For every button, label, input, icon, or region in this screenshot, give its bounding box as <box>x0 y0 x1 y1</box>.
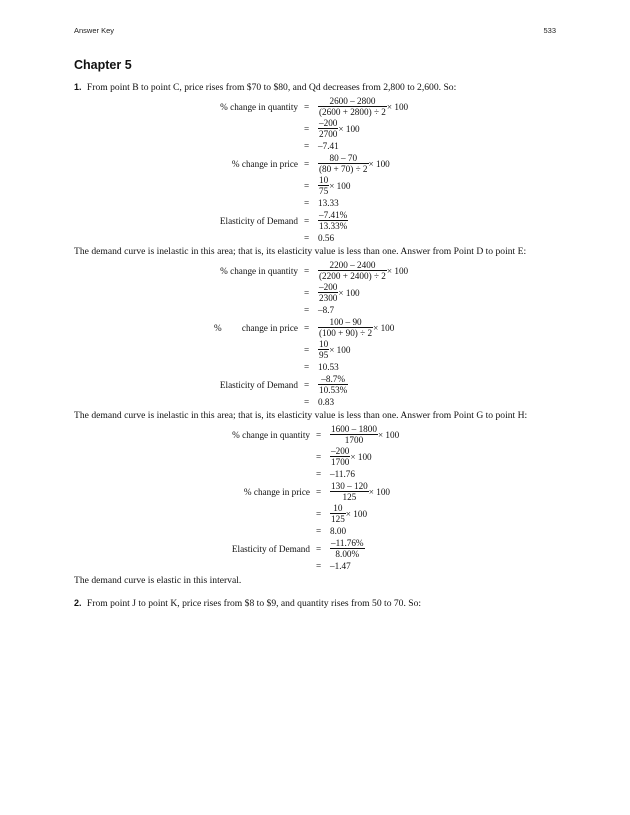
equals-sign: = <box>304 159 310 169</box>
eq-label: % change in price <box>243 487 310 497</box>
running-header: Answer Key <box>74 26 115 35</box>
equals-sign: = <box>304 380 310 390</box>
denominator: 13.33% <box>319 221 348 231</box>
denominator: 8.00% <box>335 549 360 559</box>
times-100: × 100 <box>345 508 368 519</box>
numerator: 2600 – 2800 <box>318 96 387 107</box>
equals-sign: = <box>316 452 322 462</box>
fraction <box>330 446 350 467</box>
eq-row-result <box>74 468 556 481</box>
fraction <box>318 260 387 281</box>
equals-sign: = <box>316 430 322 440</box>
times-100: × 100 <box>368 486 391 497</box>
equals-sign: = <box>316 487 322 497</box>
denominator: 125 <box>331 514 345 524</box>
equals-sign: = <box>304 124 310 134</box>
result-value: –8.7 <box>318 305 335 315</box>
question-2-intro <box>74 597 556 610</box>
fraction <box>330 424 378 445</box>
numerator: 130 – 120 <box>331 481 368 491</box>
times-100: × 100 <box>338 287 360 298</box>
eq-row-pct-price-2 <box>74 175 556 197</box>
fraction <box>318 339 329 360</box>
eq-row-elasticity <box>74 210 556 232</box>
denominator: 75 <box>319 186 329 196</box>
equals-sign: = <box>304 141 310 151</box>
fraction <box>318 210 348 231</box>
times-100: × 100 <box>386 101 409 112</box>
denominator: 2700 <box>319 129 338 139</box>
numerator: –8.7% <box>318 374 348 385</box>
fraction <box>318 175 329 196</box>
equation-block-b-to-c <box>74 96 556 246</box>
result-value: 13.33 <box>318 198 339 208</box>
equals-sign: = <box>316 509 322 519</box>
eq-row-pct-price <box>74 153 556 175</box>
result-value: –1.47 <box>330 561 351 571</box>
question-text: From point J to point K, price rises from $8 to $9, and quantity rises from 50 to 70. So: <box>86 598 422 609</box>
equals-sign: = <box>304 181 310 191</box>
denominator: 1700 <box>344 435 364 445</box>
equals-sign: = <box>316 561 322 571</box>
numerator: 100 – 90 <box>318 317 373 328</box>
fraction <box>330 481 369 502</box>
numerator: 80 – 70 <box>318 153 369 164</box>
numerator: –11.76% <box>331 538 364 548</box>
eq-label: Elasticity of Demand <box>231 544 310 554</box>
result-value: 0.83 <box>318 397 335 407</box>
times-100: × 100 <box>386 265 409 276</box>
numerator: 10 <box>319 339 329 349</box>
denominator: 95 <box>319 350 329 360</box>
equals-sign: = <box>304 323 310 333</box>
question-1-intro <box>74 81 556 94</box>
fraction <box>318 317 373 338</box>
equation-block-d-to-e <box>74 260 556 410</box>
eq-row-result <box>74 525 556 538</box>
fraction <box>318 96 387 117</box>
paragraph-elastic: The demand curve is elastic in this interval. <box>74 575 242 586</box>
denominator: (2600 + 2800) ÷ 2 <box>319 107 386 117</box>
eq-row-result <box>74 361 556 374</box>
times-100: × 100 <box>329 344 351 355</box>
result-value: –7.41 <box>318 141 339 151</box>
equals-sign: = <box>316 526 322 536</box>
paragraph-inelastic-1: The demand curve is inelastic in this area; that is, its elasticity value is less than one. Answer from Point D to point E: <box>74 246 527 257</box>
fraction <box>318 153 369 174</box>
denominator: (100 + 90) ÷ 2 <box>319 328 373 338</box>
page-header <box>74 26 556 38</box>
eq-row-pct-quantity <box>74 424 556 446</box>
eq-label: % change in quantity <box>220 266 298 276</box>
equals-sign: = <box>316 544 322 554</box>
equals-sign: = <box>304 198 310 208</box>
eq-row-result <box>74 304 556 317</box>
fraction <box>318 374 348 395</box>
eq-row-elasticity <box>74 374 556 396</box>
result-value: 10.53 <box>318 362 339 372</box>
paragraph-inelastic-2: The demand curve is inelastic in this area; that is, its elasticity value is less than one. Answer from Point G to point H: <box>74 410 528 421</box>
times-100: × 100 <box>373 322 395 333</box>
equation-block-g-to-h <box>74 424 556 575</box>
denominator: 10.53% <box>319 385 348 395</box>
eq-row-result <box>74 560 556 575</box>
eq-label: % change in price <box>231 159 298 169</box>
result-value: 0.56 <box>318 233 335 243</box>
eq-row-pct-price <box>74 481 556 503</box>
eq-label: change in price <box>241 323 298 333</box>
numerator: 10 <box>319 175 329 185</box>
question-text: From point B to point C, price rises from $70 to $80, and Qd decreases from 2,800 to 2,600. So: <box>86 82 457 93</box>
eq-row-pct-price <box>74 317 556 339</box>
eq-label-percent: % <box>214 323 222 333</box>
denominator: (80 + 70) ÷ 2 <box>319 164 368 174</box>
times-100: × 100 <box>338 123 360 134</box>
denominator: 1700 <box>331 457 350 467</box>
equals-sign: = <box>304 102 310 112</box>
eq-row-pct-quantity <box>74 260 556 282</box>
denominator: (2200 + 2400) ÷ 2 <box>319 271 386 281</box>
numerator: –200 <box>319 118 338 128</box>
fraction <box>318 118 338 139</box>
fraction <box>318 282 338 303</box>
eq-row-pct-quantity-2 <box>74 446 556 468</box>
numerator: –7.41% <box>319 210 348 220</box>
fraction <box>330 538 365 559</box>
eq-label: Elasticity of Demand <box>219 216 298 226</box>
numerator: 2200 – 2400 <box>318 260 387 271</box>
eq-row-result <box>74 140 556 153</box>
result-value: –11.76 <box>330 469 355 479</box>
eq-row-result <box>74 396 556 410</box>
eq-row-result <box>74 197 556 210</box>
result-value: 8.00 <box>330 526 347 536</box>
page-number: 533 <box>543 26 556 35</box>
times-100: × 100 <box>329 180 351 191</box>
equals-sign: = <box>316 469 322 479</box>
page-content <box>74 58 556 610</box>
equals-sign: = <box>304 345 310 355</box>
eq-row-elasticity <box>74 538 556 560</box>
eq-row-pct-quantity <box>74 96 556 118</box>
equals-sign: = <box>304 305 310 315</box>
equals-sign: = <box>304 288 310 298</box>
eq-row-pct-price-2 <box>74 503 556 525</box>
numerator: –200 <box>319 282 338 292</box>
fraction <box>330 503 346 524</box>
equals-sign: = <box>304 362 310 372</box>
denominator: 2300 <box>319 293 338 303</box>
eq-row-pct-quantity-2 <box>74 282 556 304</box>
times-100: × 100 <box>377 429 400 440</box>
eq-label: % change in quantity <box>232 430 310 440</box>
times-100: × 100 <box>350 451 372 462</box>
eq-row-pct-quantity-2 <box>74 118 556 140</box>
denominator: 125 <box>342 492 357 502</box>
numerator: 1600 – 1800 <box>331 424 377 434</box>
eq-label: Elasticity of Demand <box>219 380 298 390</box>
equals-sign: = <box>304 266 310 276</box>
equals-sign: = <box>304 233 310 243</box>
times-100: × 100 <box>368 158 390 169</box>
eq-label: % change in quantity <box>220 102 298 112</box>
eq-row-result <box>74 232 556 246</box>
numerator: 10 <box>330 503 346 514</box>
equals-sign: = <box>304 397 310 407</box>
question-number: 2. <box>74 598 82 608</box>
eq-row-pct-price-2 <box>74 339 556 361</box>
numerator: –200 <box>331 446 350 456</box>
chapter-title: Chapter 5 <box>74 58 132 72</box>
question-number: 1. <box>74 82 82 92</box>
equals-sign: = <box>304 216 310 226</box>
